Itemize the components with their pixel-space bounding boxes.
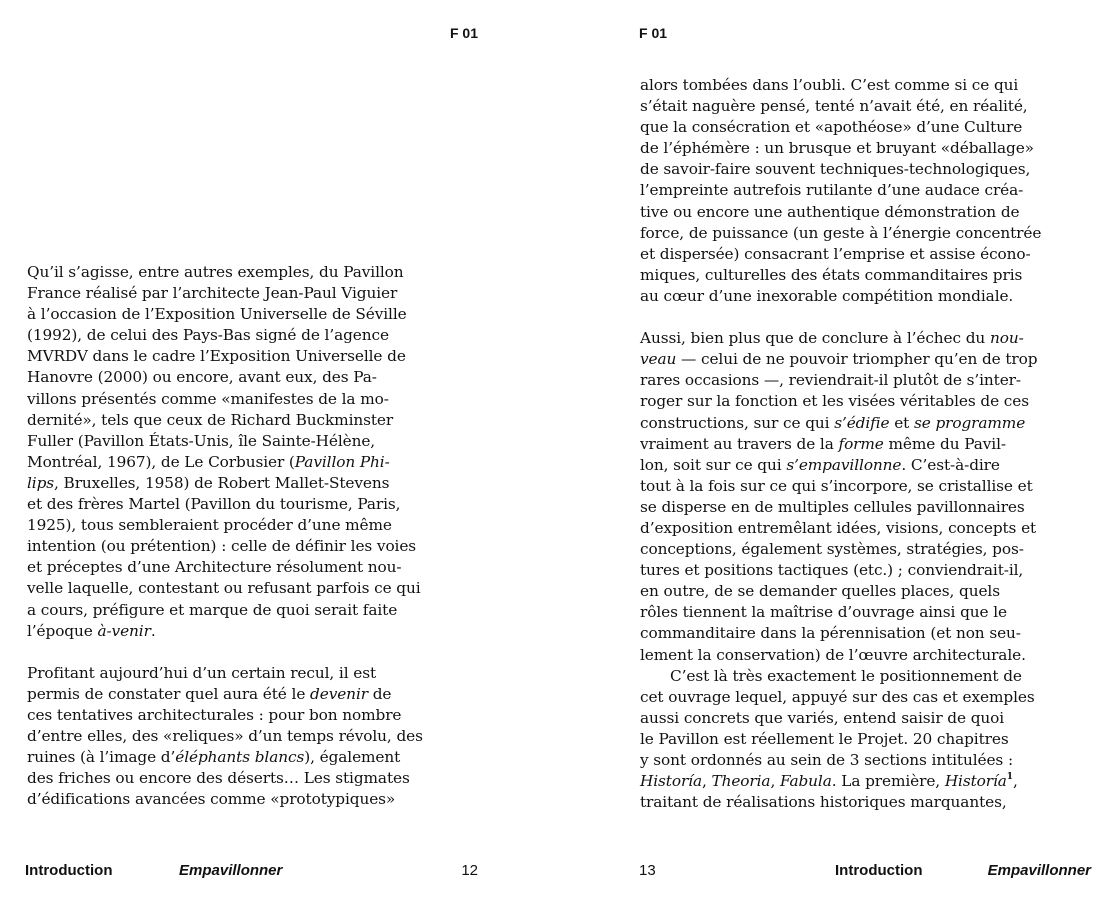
text-line [640, 645, 1041, 666]
italic-text: s’empavillonne [786, 455, 902, 474]
text-run: MVRDV dans le cadre l’Exposition Universelle de [27, 347, 406, 366]
text-run: . [150, 621, 156, 640]
text-line [640, 434, 1041, 455]
text-line [27, 515, 423, 536]
text-run: se disperse en de multiples cellules pavillonnaires [640, 497, 1025, 516]
text-run: permis de constater quel aura été le [27, 684, 311, 703]
text-line [27, 283, 423, 304]
text-run: même du Pavil- [883, 434, 1006, 453]
footnote-marker[interactable]: 1 [1006, 772, 1013, 783]
text-line [640, 602, 1041, 623]
text-line [640, 180, 1041, 201]
text-line [27, 557, 423, 578]
text-line [27, 663, 423, 684]
text-line [27, 494, 423, 515]
text-line [640, 117, 1041, 138]
text-run: commanditaire dans la pérennisation (et non seu- [640, 624, 1021, 643]
text-line [640, 455, 1041, 476]
text-line [640, 391, 1041, 412]
text-run: , [701, 772, 712, 791]
italic-text: à-venir [97, 621, 151, 640]
text-line [640, 138, 1041, 159]
italic-text: nou- [989, 329, 1024, 348]
text-run: d’exposition entremêlant idées, visions, concepts et [640, 518, 1037, 537]
text-run: s’était naguère pensé, tenté n’avait été, en réalité, [640, 97, 1028, 116]
text-line [640, 265, 1041, 286]
text-line [27, 431, 423, 452]
text-run: Montréal, 1967), de Le Corbusier ( [27, 452, 295, 471]
text-run: vraiment au travers de la [640, 434, 839, 453]
text-line [640, 771, 1041, 792]
text-line [640, 708, 1041, 729]
text-run: Profitant aujourd’hui d’un certain recul, il est [27, 663, 377, 682]
italic-text: éléphants blancs [175, 748, 305, 767]
text-line [640, 328, 1041, 349]
italic-text: forme [838, 434, 884, 453]
text-run: dernité», tels que ceux de Richard Buckminster [27, 410, 394, 429]
text-run: , [770, 772, 780, 791]
text-line [640, 75, 1041, 96]
right-page-number: 13 [639, 862, 656, 879]
text-line [640, 623, 1041, 644]
text-run: intention (ou prétention) : celle de définir les voies [27, 537, 417, 556]
text-run: traitant de réalisations historiques marquantes, [640, 793, 1007, 812]
paragraph-gap [640, 307, 1041, 328]
text-line [27, 684, 423, 705]
text-run: l’époque [27, 621, 98, 640]
text-run: y sont ordonnés au sein de 3 sections intitulées : [640, 751, 1013, 769]
text-run: roger sur la fonction et les visées véritables de ces [640, 392, 1029, 411]
text-line [640, 539, 1041, 560]
text-run: 1925), tous sembleraient procéder d’une même [27, 516, 392, 535]
text-line [640, 476, 1041, 497]
text-run: miques, culturelles des états commanditaires pris [640, 265, 1023, 284]
text-run: C’est là très exactement le positionnement de [670, 666, 1022, 685]
text-line [640, 349, 1041, 370]
text-run: force, de puissance (un geste à l’énergie concentrée [640, 223, 1042, 242]
text-run: — celui de ne pouvoir triompher qu’en de trop [676, 350, 1038, 369]
right-body-text [640, 75, 1041, 813]
italic-text: Theoria [711, 772, 771, 791]
text-line [27, 473, 423, 494]
text-line [640, 159, 1041, 180]
text-run: lon, soit sur ce qui [640, 455, 787, 474]
text-run: ces tentatives architecturales : pour bon nombre [27, 705, 402, 724]
text-line [640, 286, 1041, 307]
text-line [27, 621, 423, 642]
italic-text: s’édifie [834, 413, 890, 432]
text-line [640, 666, 1041, 687]
text-run: de [367, 684, 392, 703]
text-line [640, 729, 1041, 750]
text-run: tout à la fois sur ce qui s’incorpore, se cristallise et [640, 476, 1033, 495]
text-run: et préceptes d’une Architecture résolument nou- [27, 558, 402, 577]
text-line [27, 600, 423, 621]
text-line [640, 581, 1041, 602]
text-line [640, 223, 1041, 244]
left-body-text [27, 262, 423, 810]
left-page-number: 12 [461, 862, 478, 879]
text-line [640, 792, 1041, 813]
italic-text: Fabula [779, 772, 832, 791]
text-run: aussi concrets que variés, entend saisir de quoi [640, 708, 1005, 727]
italic-text: Pavillon Phi- [294, 452, 390, 471]
text-run: constructions, sur ce qui [640, 413, 835, 432]
text-run: , [1012, 772, 1018, 791]
text-run: et dispersée) consacrant l’emprise et assise écono- [640, 244, 1031, 263]
italic-text: Historía [640, 772, 702, 791]
text-run: l’empreinte autrefois rutilante d’une audace créa- [640, 181, 1024, 200]
text-line [27, 536, 423, 557]
text-run: et [889, 413, 914, 432]
right-page-header: F 01 [639, 25, 668, 41]
text-run: au cœur d’une inexorable compétition mondiale. [640, 286, 1014, 305]
text-run: tive ou encore une authentique démonstration de [640, 202, 1020, 221]
italic-text: Historía [944, 772, 1007, 791]
text-run: tures et positions tactiques (etc.) ; conviendrait-il, [640, 561, 1024, 580]
text-line [27, 768, 423, 789]
text-run: d’entre elles, des «reliques» d’un temps révolu, des [27, 727, 423, 746]
left-footer-section: Introduction [25, 862, 113, 879]
text-line [27, 325, 423, 346]
text-line [27, 304, 423, 325]
text-line [27, 262, 423, 283]
text-run: villons présentés comme «manifestes de la mo- [27, 389, 389, 408]
text-run: à l’occasion de l’Exposition Universelle de Séville [27, 305, 407, 324]
text-line [27, 578, 423, 599]
italic-text: lips [27, 473, 55, 492]
text-run: conceptions, également systèmes, stratégies, pos- [640, 540, 1024, 559]
text-run: alors tombées dans l’oubli. C’est comme si ce qui [640, 76, 1019, 94]
text-line [640, 202, 1041, 223]
text-run: Hanovre (2000) ou encore, avant eux, des Pa- [27, 368, 377, 387]
text-line [640, 518, 1041, 539]
text-run: . C’est-à-dire [901, 455, 1000, 474]
text-run: que la consécration et «apothéose» d’une Culture [640, 118, 1023, 137]
text-run: rôles tiennent la maîtrise d’ouvrage ainsi que le [640, 603, 1007, 622]
text-line [27, 789, 423, 810]
italic-text: se programme [914, 413, 1026, 432]
text-run: de l’éphémère : un brusque et bruyant «déballage» [640, 139, 1034, 158]
text-run: lement la conservation) de l’œuvre architecturale. [640, 645, 1026, 664]
text-line [27, 747, 423, 768]
text-run: des friches ou encore des déserts… Les stigmates [27, 769, 410, 788]
italic-text: devenir [310, 684, 368, 703]
text-line [27, 389, 423, 410]
text-line [640, 370, 1041, 391]
text-run: Fuller (Pavillon États-Unis, île Sainte-Hélène, [27, 431, 376, 450]
text-run: et des frères Martel (Pavillon du tourisme, Paris, [27, 495, 401, 514]
text-run: velle laquelle, contestant ou refusant parfois ce qui [27, 579, 421, 598]
text-line [640, 497, 1041, 518]
text-line [640, 750, 1041, 771]
text-line [640, 560, 1041, 581]
text-run: cet ouvrage lequel, appuyé sur des cas et exemples [640, 687, 1035, 706]
right-footer-section: Introduction [835, 862, 923, 879]
text-run: ), également [304, 748, 401, 767]
text-run: le Pavillon est réellement le Projet. 20 chapitres [640, 729, 1009, 748]
text-run: Aussi, bien plus que de conclure à l’échec du [640, 329, 990, 348]
text-line [27, 367, 423, 388]
text-run: a cours, préfigure et marque de quoi serait faite [27, 600, 398, 619]
right-footer-title: Empavillonner [987, 862, 1091, 879]
text-run: en outre, de se demander quelles places, quels [640, 582, 1000, 601]
text-run: ruines (à l’image d’ [27, 748, 176, 767]
text-run: de savoir-faire souvent techniques-technologiques, [640, 160, 1031, 179]
text-line [27, 726, 423, 747]
text-line [640, 244, 1041, 265]
text-line [640, 96, 1041, 117]
text-run: (1992), de celui des Pays-Bas signé de l’agence [27, 326, 389, 345]
text-run: d’édifications avancées comme «prototypiques» [27, 790, 396, 809]
text-run: rares occasions —, reviendrait-il plutôt de s’inter- [640, 371, 1021, 390]
text-line [27, 410, 423, 431]
text-run: . La première, [831, 772, 945, 791]
text-run: , Bruxelles, 1958) de Robert Mallet-Stevens [54, 473, 390, 492]
text-line [27, 452, 423, 473]
text-line [27, 346, 423, 367]
text-line [640, 413, 1041, 434]
left-page-header: F 01 [449, 25, 478, 41]
text-run: Qu’il s’agisse, entre autres exemples, du Pavillon [27, 263, 404, 281]
text-run: France réalisé par l’architecte Jean-Paul Viguier [27, 284, 398, 303]
text-line [640, 687, 1041, 708]
left-footer-title: Empavillonner [179, 862, 283, 879]
text-line [27, 705, 423, 726]
italic-text: veau [640, 350, 677, 369]
paragraph-gap [27, 642, 423, 663]
